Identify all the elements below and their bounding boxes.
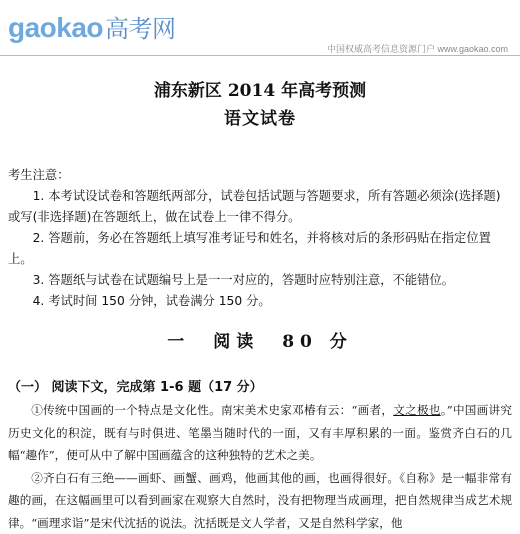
logo-latin-text: gaokao — [8, 12, 103, 43]
logo-cn-text: 高考网 — [105, 16, 176, 43]
note-item-2: 2. 答题前，务必在答题纸上填写准考证号和姓名，并将核对后的条形码贴在指定位置上。 — [8, 228, 512, 270]
exam-subtitle: 语文试卷 — [0, 104, 520, 129]
note-item-4: 4. 考试时间 150 分钟，试卷满分 150 分。 — [8, 291, 512, 312]
section-title: 一 阅读 80 分 — [0, 327, 520, 352]
passage-paragraph-2: ②齐白石有三绝——画虾、画蟹、画鸡，他画其他的画，也画得很好。《自称》是一幅非常有趣的画，在这幅画里可以看到画家在观察大自然时，没有把物理当成画理，把自然规律当成艺术规律。“画理求诣”是宋代沈括的说法。沈括既是文人学者，又是自然科学家，他 — [8, 467, 512, 534]
reading-passage — [8, 399, 512, 534]
site-tagline: 中国权威高考信息资源门户 www.gaokao.com — [327, 42, 508, 55]
note-item-1: 1. 本考试设试卷和答题纸两部分，试卷包括试题与答题要求，所有答题必须涂(选择题)或写(非选择题)在答题纸上，做在试卷上一律不得分。 — [8, 186, 512, 228]
notes-heading: 考生注意： — [8, 165, 512, 186]
subsection-title: （一） 阅读下文，完成第 1-6 题（17 分） — [8, 376, 263, 395]
passage-p1-after: 。”中国画讲究历史文化的积淀，既有与时俱进、笔墨当随时代的一面，又有丰厚积累的一面。鉴赏齐白石的几幅“趣作”，便可从中了解中国画蕴含的这种独特的艺术之美。 — [8, 403, 512, 462]
exam-notes — [8, 165, 512, 312]
gaokao-logo[interactable] — [8, 14, 176, 44]
header-divider — [0, 55, 520, 56]
exam-title: 浦东新区 2014 年高考预测 — [0, 76, 520, 101]
note-item-3: 3. 答题纸与试卷在试题编号上是一一对应的，答题时应特别注意，不能错位。 — [8, 270, 512, 291]
passage-paragraph-1 — [8, 399, 512, 467]
passage-p1-underline: 文之极也 — [393, 403, 440, 417]
page-header — [0, 0, 520, 60]
passage-p1-before: ①传统中国画的一个特点是文化性。南宋美术史家邓椿有云：“画者， — [31, 403, 393, 417]
